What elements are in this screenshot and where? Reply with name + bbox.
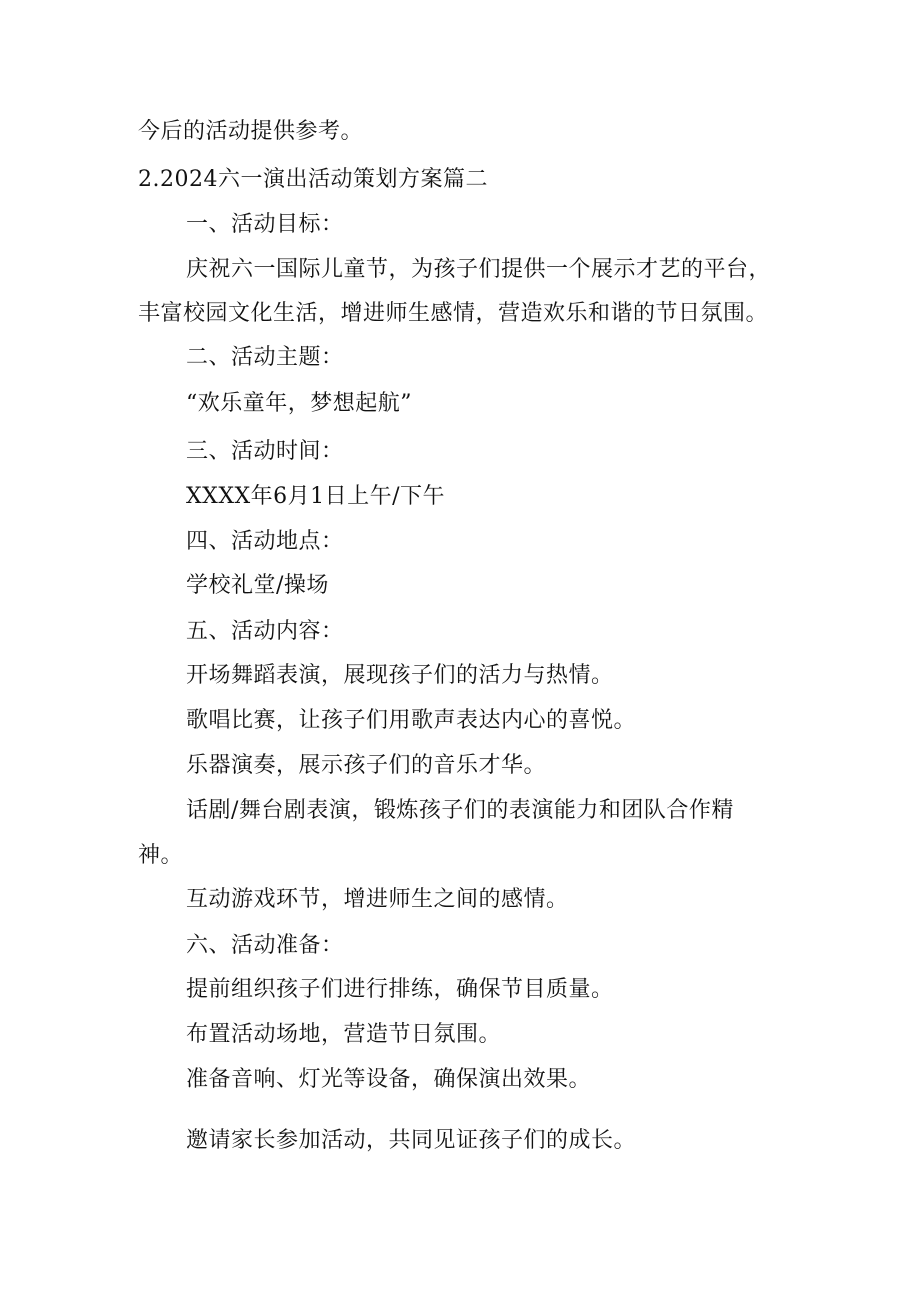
subheading-preparation: 六、活动准备：: [186, 933, 344, 958]
goal-text-line-2: 丰富校园文化生活，增进师生感情，营造欢乐和谐的节日氛围。: [138, 301, 769, 326]
subheading-location: 四、活动地点：: [186, 529, 344, 554]
preparation-item-4: 邀请家长参加活动，共同见证孩子们的成长。: [186, 1128, 637, 1153]
section-heading: 2.2024六一演出活动策划方案篇二: [138, 167, 488, 192]
subheading-content: 五、活动内容：: [186, 619, 344, 644]
preparation-item-2: 布置活动场地，营造节日氛围。: [186, 1022, 502, 1047]
content-item-4-line-1: 话剧/舞台剧表演，锻炼孩子们的表演能力和团队合作精: [186, 798, 734, 823]
theme-text: “欢乐童年，梦想起航”: [186, 391, 412, 416]
location-text: 学校礼堂/操场: [186, 573, 329, 598]
time-text: XXXX年6月1日上午/下午: [186, 484, 446, 509]
content-item-1: 开场舞蹈表演，展现孩子们的活力与热情。: [186, 663, 614, 688]
content-item-3: 乐器演奏，展示孩子们的音乐才华。: [186, 753, 547, 778]
content-item-2: 歌唱比赛，让孩子们用歌声表达内心的喜悦。: [186, 708, 637, 733]
subheading-theme: 二、活动主题：: [186, 345, 344, 370]
content-item-5: 互动游戏环节，增进师生之间的感情。: [186, 887, 569, 912]
preparation-item-1: 提前组织孩子们进行排练，确保节目质量。: [186, 977, 614, 1002]
subheading-goal: 一、活动目标：: [186, 212, 344, 237]
paragraph-continuation: 今后的活动提供参考。: [138, 119, 364, 144]
preparation-item-3: 准备音响、灯光等设备，确保演出效果。: [186, 1067, 592, 1092]
goal-text-line-1: 庆祝六一国际儿童节，为孩子们提供一个展示才艺的平台，: [186, 257, 772, 282]
subheading-time: 三、活动时间：: [186, 439, 344, 464]
content-item-4-line-2: 神。: [138, 843, 184, 868]
